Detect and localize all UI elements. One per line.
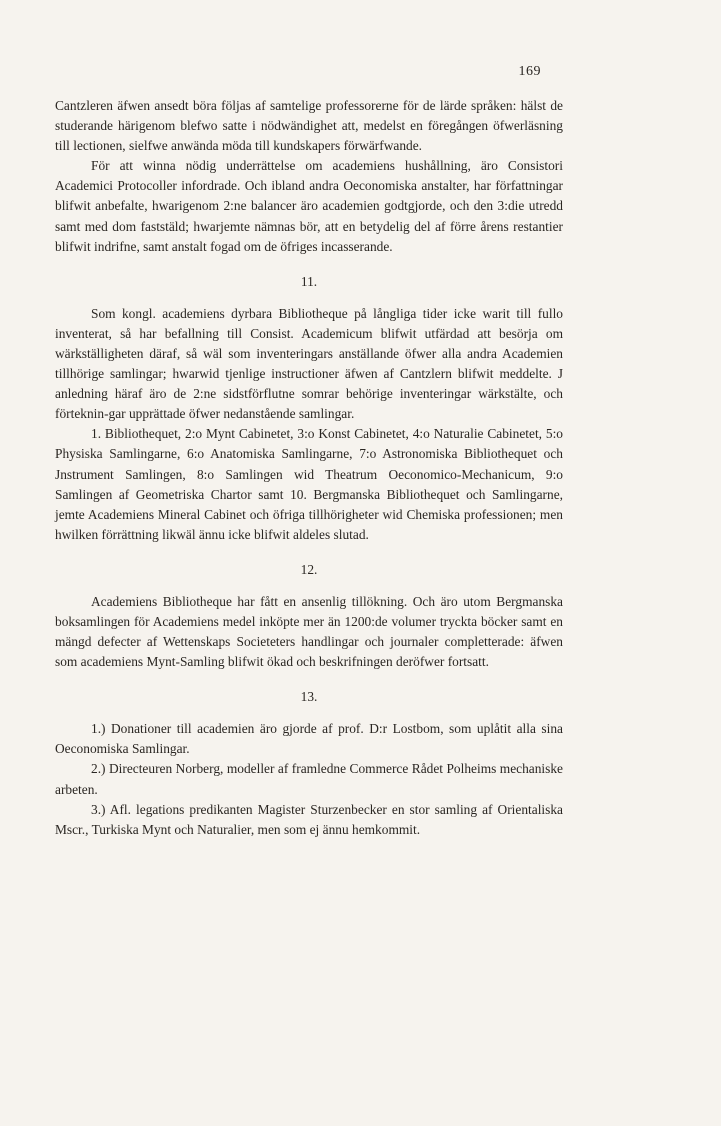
- paragraph-13-1: 1.) Donationer till academien äro gjorde af prof. D:r Lostbom, som uplåtit alla sina Oeconomiska Samlingar.: [55, 721, 563, 757]
- paragraph-11-2: 1. Bibliothequet, 2:o Mynt Cabinetet, 3:o Konst Cabinetet, 4:o Naturalie Cabinetet, 5:o Physiska Samlingarne, 6:o Anatomiska Samlingarne, 7:o Astronomiska Bibliothequet och Jnstrument Samlingen, 8:o Samlingen wid Theatrum Oeconomico-Mechanicum, 9:o Samlingen af Geometriska Chartor samt 10. Bergmanska Bibliothequet och Samlingarne, jemte Academiens Mineral Cabinet och öfriga tillhörigheter wid Chemiska professionen; men hwilken förrättning likwäl ännu icke blifwit aldeles slutad.: [55, 426, 563, 542]
- paragraph-intro-2: För att winna nödig underrättelse om academiens hushållning, äro Consistori Academici Protocoller infordrade. Och ibland andra Oeconomiska anstalter, har författningar blifwit anbefalte, hwarigenom 2:ne balancer äro academien godtgjorde, och den 3:die utredd samt med dom faststäld; hwarjemte nämnas bör, att en betydelig del af förre årens restantier blifwit indrifne, samt anstalt fogad om de öfriges incasserande.: [55, 158, 563, 254]
- paragraph-12-1: Academiens Bibliotheque har fått en ansenlig tillökning. Och äro utom Bergmanska boksamlingen för Academiens medel inköpte mer än 1200:de volumer tryckta böcker samt en mängd defecter af Wettenskaps Societeters handlingar och journaler completterade: äfwen som academiens Mynt-Samling blifwit ökad och beskrifningen deröfwer fortsatt.: [55, 593, 563, 670]
- page-number: 169: [518, 64, 541, 79]
- paragraph-13-2: 2.) Directeuren Norberg, modeller af framledne Commerce Rådet Polheims mechaniske arbeten.: [55, 761, 563, 797]
- paragraph-13-3: 3.) Afl. legations predikanten Magister Sturzenbecker en stor samling af Orientaliska Mscr., Turkiska Mynt och Naturalier, men som ej ännu hemkommit.: [55, 801, 563, 837]
- section-heading-11: 11.: [300, 273, 318, 289]
- page-body: [55, 96, 563, 840]
- paragraph-intro-1: Cantzleren äfwen ansedt böra följas af samtelige professorerne för de lärde språken: hälst de studerande härigenom blefwo satte i nödwändighet att, medelst en föregången öfwerläsning till lectionen, sielfwe anwända möda till kundskapers förwärfwande.: [55, 98, 563, 154]
- section-heading-12: 12.: [300, 561, 318, 577]
- paragraph-11-1: Som kongl. academiens dyrbara Bibliotheque på långliga tider icke warit till fullo inventerat, så har befallning till Consist. Academicum blifwit utfärdad att besörja om wärkställigheten däraf, så wäl som inventeringars anställande öfwer alla andra Academien tillhörige samlingar; hwarwid tjenlige instructioner äfwen af Cantzlern blifwit meddelte. J anledning häraf äro de 2:ne sidstförflutne somrar behörige inventeringar wärkstälte, och förteknin-gar upprättade öfwer nedanstående samlingar.: [55, 305, 563, 422]
- section-heading-13: 13.: [300, 689, 318, 705]
